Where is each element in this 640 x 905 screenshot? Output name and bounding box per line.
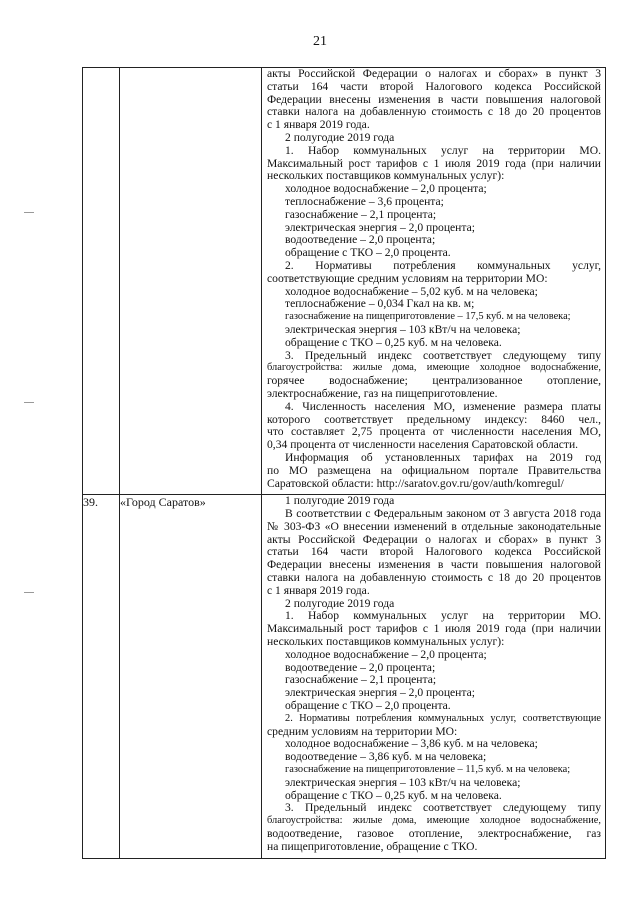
text-line: средним условиям на территории МО: [267, 724, 458, 738]
text-line: 1. Набор коммунальных услуг на территории МО. [285, 609, 601, 623]
text-line: 2. Нормативы потребления коммунальных услуг, соответствующие [285, 712, 601, 724]
text-line: 3. Предельный индекс соответствует следующему типу [285, 348, 601, 362]
text-line: соответствующие средним условиям на территории МО: [267, 271, 548, 285]
text-line: электрическая энергия – 2,0 процента; [285, 686, 475, 700]
row-number [83, 68, 120, 495]
text-line: Федерации внесены изменения в части повышения налоговой [267, 558, 601, 572]
text-line: 2 полугодие 2019 года [285, 596, 395, 610]
binding-mark [24, 212, 34, 213]
document-table [82, 67, 606, 859]
table-row [83, 68, 606, 495]
text-line: 1. Набор коммунальных услуг на территории МО. [285, 143, 601, 157]
text-line: ставки налога на добавленную стоимость с 18 до 20 процентов [267, 105, 601, 119]
text-line: акты Российской Федерации о налогах и сборах» в пункт 3 [267, 532, 601, 546]
text-line: газоснабжение – 2,1 процента; [285, 673, 437, 687]
text-line: электрическая энергия – 2,0 процента; [285, 220, 475, 234]
text-line: газоснабжение – 2,1 процента; [285, 207, 437, 221]
text-line: акты Российской Федерации о налогах и сборах» в пункт 3 [267, 67, 601, 80]
row-number: 39. [83, 495, 120, 858]
text-line: по МО размещена на официальном портале Правительства [267, 463, 601, 477]
text-line: обращение с ТКО – 0,25 куб. м на человека. [285, 788, 502, 802]
text-line: благоустройства: жилые дома, имеющие холодное водоснабжение, [267, 815, 601, 827]
text-line: 1 полугодие 2019 года [285, 494, 395, 508]
text-line: обращение с ТКО – 2,0 процента. [285, 699, 451, 713]
municipality-name: «Город Саратов» [120, 495, 262, 858]
table-row [83, 495, 606, 858]
text-line: теплоснабжение – 0,034 Гкал на кв. м; [285, 297, 475, 311]
text-line: Максимальный рост тарифов с 1 июля 2019 года (при наличии [267, 156, 601, 170]
text-line: электроснабжение, газ на пищеприготовление. [267, 386, 498, 400]
text-line: 2 полугодие 2019 года [285, 130, 395, 144]
text-line: Саратовской области: http://saratov.gov.ru/gov/auth/komregul/ [267, 476, 564, 490]
text-line: водоотведение – 2,0 процента; [285, 233, 436, 247]
text-line: Информация об установленных тарифах на 2019 год [285, 450, 601, 464]
text-line: на пищеприготовление, обращение с ТКО. [267, 839, 478, 853]
municipality-name [120, 68, 262, 495]
text-line: газоснабжение на пищеприготовление – 11,5 куб. м на человека; [285, 764, 571, 776]
text-line: которого соответствует предельному индексу: 8460 чел., [267, 412, 601, 426]
row-content [262, 495, 606, 858]
text-line: нескольких поставщиков коммунальных услуг): [267, 169, 505, 183]
text-line: 4. Численность населения МО, изменение размера платы [285, 399, 601, 413]
text-line: благоустройства: жилые дома, имеющие холодное водоснабжение, [267, 362, 601, 374]
text-line: с 1 января 2019 года. [267, 583, 370, 597]
text-line: горячее водоснабжение; централизованное отопление, [267, 374, 601, 388]
text-line: электрическая энергия – 103 кВт/ч на человека; [285, 775, 521, 789]
text-line: водоотведение – 3,86 куб. м на человека; [285, 750, 487, 764]
text-line: статьи 164 части второй Налогового кодекса Российской [267, 79, 601, 93]
text-line: холодное водоснабжение – 2,0 процента; [285, 182, 487, 196]
text-line: электрическая энергия – 103 кВт/ч на человека; [285, 322, 521, 336]
text-line: водоотведение – 2,0 процента; [285, 660, 436, 674]
text-line: В соответствии с Федеральным законом от 3 августа 2018 года [285, 507, 601, 521]
text-line: газоснабжение на пищеприготовление – 17,5 куб. м на человека; [285, 311, 571, 323]
text-line: холодное водоснабжение – 3,86 куб. м на человека; [285, 737, 538, 751]
binding-mark [24, 402, 34, 403]
text-line: Максимальный рост тарифов с 1 июля 2019 года (при наличии [267, 622, 601, 636]
text-line: 3. Предельный индекс соответствует следующему типу [285, 801, 601, 815]
text-line: с 1 января 2019 года. [267, 118, 370, 132]
row-content [262, 68, 606, 495]
binding-mark [24, 592, 34, 593]
text-line: 2. Нормативы потребления коммунальных услуг, [285, 258, 601, 272]
text-line: теплоснабжение – 3,6 процента; [285, 194, 444, 208]
text-line: что составляет 2,75 процента от численности населения МО, [267, 425, 601, 439]
text-line: обращение с ТКО – 2,0 процента. [285, 246, 451, 260]
text-line: нескольких поставщиков коммунальных услуг): [267, 635, 505, 649]
text-line: обращение с ТКО – 0,25 куб. м на человека. [285, 335, 502, 349]
text-line: № 303-ФЗ «О внесении изменений в отдельные законодательные [267, 519, 601, 533]
text-line: водоотведение, газовое отопление, электроснабжение, газ [267, 827, 601, 841]
text-line: ставки налога на добавленную стоимость с 18 до 20 процентов [267, 571, 601, 585]
text-line: статьи 164 части второй Налогового кодекса Российской [267, 545, 601, 559]
text-line: холодное водоснабжение – 2,0 процента; [285, 647, 487, 661]
text-line: Федерации внесены изменения в части повышения налоговой [267, 92, 601, 106]
text-line: холодное водоснабжение – 5,02 куб. м на человека; [285, 284, 538, 298]
page-number: 21 [313, 34, 327, 49]
text-line: 0,34 процента от численности населения Саратовской области. [267, 438, 579, 452]
